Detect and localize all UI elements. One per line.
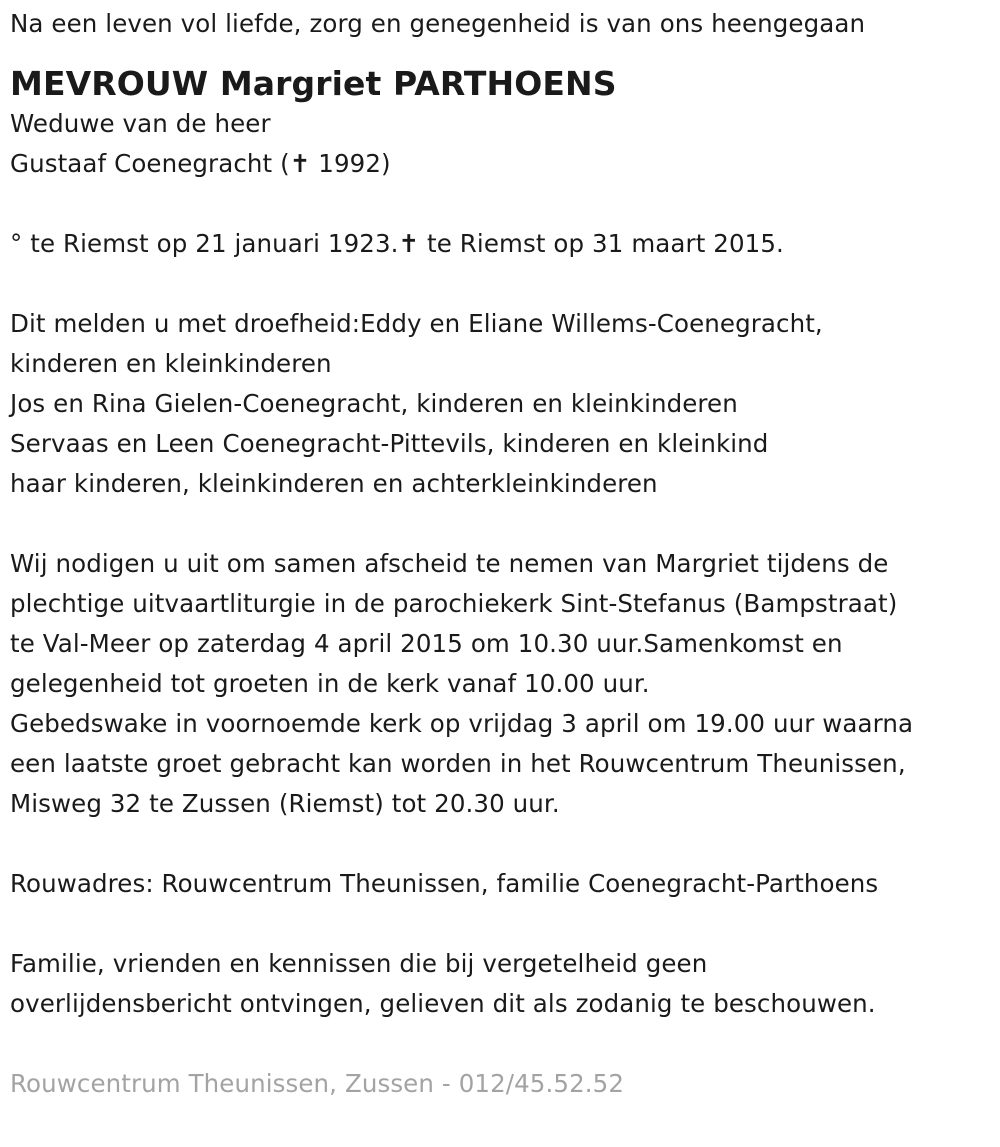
spacer — [10, 264, 985, 304]
spacer — [10, 824, 985, 864]
family-line: Dit melden u met droefheid:Eddy en Eliane Willems-Coenegracht, — [10, 309, 823, 338]
spacer — [10, 504, 985, 544]
family-line: Jos en Rina Gielen-Coenegracht, kinderen en kleinkinderen — [10, 389, 738, 418]
ceremony-line: Wij nodigen u uit om samen afscheid te nemen van Margriet tijdens de — [10, 549, 889, 578]
spouse-line-1: Weduwe van de heer — [10, 109, 271, 138]
ceremony-line: Gebedswake in voornoemde kerk op vrijdag 3 april om 19.00 uur waarna — [10, 709, 914, 738]
spacer — [10, 184, 985, 224]
family-line: kinderen en kleinkinderen — [10, 349, 332, 378]
intro-text: Na een leven vol liefde, zorg en genegenheid is van ons heengegaan — [10, 9, 866, 38]
spacer — [10, 904, 985, 944]
ceremony-line: plechtige uitvaartliturgie in de parochiekerk Sint-Stefanus (Bampstraat) — [10, 589, 898, 618]
closing-line: Familie, vrienden en kennissen die bij vergetelheid geen — [10, 949, 708, 978]
funeral-home-footer: Rouwcentrum Theunissen, Zussen - 012/45.52.52 — [10, 1069, 625, 1098]
deceased-name: MEVROUW Margriet PARTHOENS — [10, 64, 617, 103]
mourning-address: Rouwadres: Rouwcentrum Theunissen, familie Coenegracht-Parthoens — [10, 869, 879, 898]
birth-death-line: ° te Riemst op 21 januari 1923.✝ te Riemst op 31 maart 2015. — [10, 229, 784, 258]
closing-line: overlijdensbericht ontvingen, gelieven dit als zodanig te beschouwen. — [10, 989, 876, 1018]
ceremony-line: te Val-Meer op zaterdag 4 april 2015 om 10.30 uur.Samenkomst en — [10, 629, 843, 658]
spacer — [10, 1024, 985, 1064]
spouse-line-2: Gustaaf Coenegracht (✝ 1992) — [10, 149, 391, 178]
death-notice — [10, 4, 985, 1104]
family-line: haar kinderen, kleinkinderen en achterkleinkinderen — [10, 469, 658, 498]
ceremony-line: Misweg 32 te Zussen (Riemst) tot 20.30 uur. — [10, 789, 560, 818]
family-line: Servaas en Leen Coenegracht-Pittevils, kinderen en kleinkind — [10, 429, 769, 458]
ceremony-line: een laatste groet gebracht kan worden in het Rouwcentrum Theunissen, — [10, 749, 906, 778]
ceremony-line: gelegenheid tot groeten in de kerk vanaf 10.00 uur. — [10, 669, 650, 698]
